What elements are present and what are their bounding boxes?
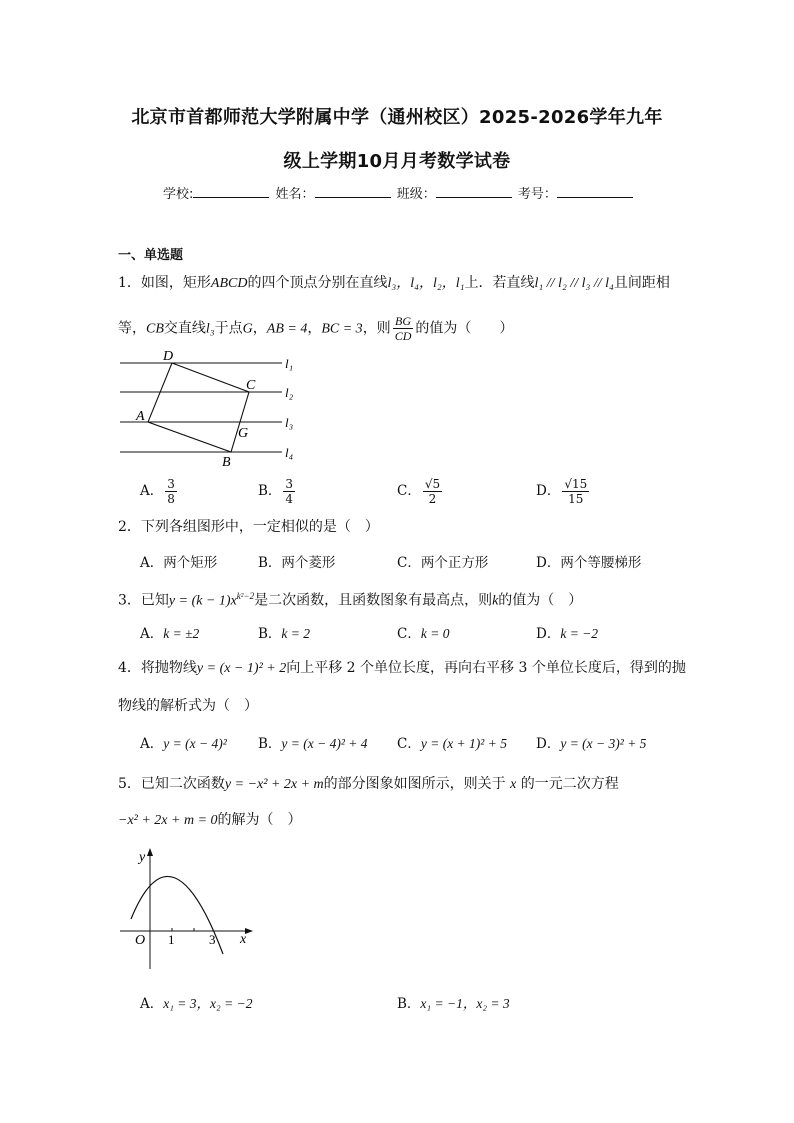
q1-text: 上．若直线	[464, 275, 535, 291]
q2-option-b[interactable]: B．两个菱形	[258, 555, 336, 571]
q1-figure	[115, 345, 315, 470]
q4-option-b[interactable]: B．y = (x − 4)² + 4	[258, 736, 368, 752]
exam-number-label: 考号：	[517, 187, 557, 202]
rectangle-abcd	[148, 363, 249, 452]
q5-line-1: 5．已知二次函数y = −x² + 2x + m的部分图象如图所示，则关于 x 的一元二次方程	[118, 776, 619, 792]
q4-formula: y = (x − 1)² + 2	[196, 661, 287, 676]
school-blank[interactable]	[193, 185, 269, 198]
exam-number-blank[interactable]	[557, 185, 633, 198]
q3-stem: 3．已知$y = (k - 1)x^{k^2-2}$是二次函数，且函数图象有最高点，则k的值为（ ）	[118, 591, 583, 609]
name-label: 姓名：	[275, 187, 315, 202]
q5-option-a[interactable]: A．x₁ = 3，x₂ = −2	[140, 996, 253, 1012]
q2-option-d[interactable]: D．两个等腰梯形	[536, 555, 642, 571]
q1-option-d[interactable]: D． $\frac{√15}{15}$	[536, 477, 588, 506]
q1-text: 且间距相	[613, 275, 670, 291]
q3-option-c[interactable]: C．k = 0	[397, 626, 450, 642]
q3-exponent: k²−2	[236, 591, 255, 601]
label-l3: l₃	[285, 415, 294, 430]
q1-line-l3: l₃	[205, 321, 215, 337]
q5-formula: y = −x² + 2x + m	[224, 777, 324, 792]
q1-seg-cb: CB	[146, 321, 164, 337]
q1-option-c[interactable]: C． $\frac{√5}{2}$	[397, 477, 441, 506]
q1-text: ，则	[362, 320, 391, 337]
class-label: 班级：	[396, 187, 436, 202]
q1-text: 等，	[118, 320, 146, 337]
q1-line-2: 等，CB交直线l₃于点G，AB = 4，BC = 3，则 $\frac{BG}{CD}$ 的值为（ ）	[118, 314, 514, 343]
title-line-1: 北京市首都师范大学附属中学（通州校区）2025-2026学年九年	[131, 107, 663, 128]
label-d: D	[163, 349, 174, 364]
q1-point-g: G	[242, 321, 253, 337]
label-g: G	[238, 426, 249, 441]
q2-option-c[interactable]: C．两个正方形	[397, 555, 489, 571]
class-blank[interactable]	[436, 185, 512, 198]
q5-graph	[115, 842, 265, 972]
y-axis-arrow-icon	[147, 848, 153, 856]
title-line-2: 级上学期10月月考数学试卷	[283, 151, 511, 172]
school-label: 学校:	[163, 187, 194, 202]
tick-label-1: 1	[168, 932, 175, 947]
q1-option-b[interactable]: B． $\frac{3}{4}$	[258, 477, 294, 506]
q1-option-a[interactable]: A． $\frac{3}{8}$	[140, 477, 175, 506]
q3-option-d[interactable]: D．k = −2	[536, 626, 599, 642]
q2-option-a[interactable]: A．两个矩形	[140, 555, 218, 571]
q5-option-b[interactable]: B．x₁ = −1，x₂ = 3	[397, 996, 510, 1012]
section-heading: 一、单选题	[118, 248, 184, 263]
q1-text: 的值为（ ）	[415, 320, 514, 337]
q4-option-a[interactable]: A．y = (x − 4)²	[140, 736, 227, 752]
q1-number: 1．	[118, 275, 141, 291]
q5-line-2: −x² + 2x + m = 0的解为（ ）	[118, 812, 302, 828]
label-c: C	[246, 378, 256, 393]
q1-bc: BC = 3	[321, 321, 363, 337]
tick-label-3: 3	[209, 932, 216, 947]
q4-line-2: 物线的解析式为（ ）	[118, 698, 258, 714]
y-label: y	[139, 850, 146, 865]
q3-option-b[interactable]: B．k = 2	[258, 626, 311, 642]
q4-option-c[interactable]: C．y = (x + 1)² + 5	[397, 736, 507, 752]
student-info-row	[163, 183, 635, 202]
q2-stem: 2．下列各组图形中，一定相似的是（ ）	[118, 519, 379, 535]
q1-ab: AB = 4	[266, 321, 308, 337]
origin-label: O	[135, 933, 146, 948]
q1-text: 于点	[214, 320, 243, 337]
label-l1: l₁	[285, 356, 294, 371]
q1-text: 的四个顶点分别在直线	[247, 275, 388, 291]
label-l2: l₂	[285, 385, 294, 400]
q1-text: 如图，矩形	[140, 275, 211, 291]
q1-text: 交直线	[163, 320, 206, 337]
label-b: B	[222, 455, 231, 470]
q5-equation: −x² + 2x + m = 0	[118, 813, 218, 828]
name-blank[interactable]	[315, 185, 391, 198]
q3-option-a[interactable]: A．k = ±2	[140, 626, 200, 642]
label-a: A	[136, 409, 145, 424]
q1-rect-name: ABCD	[210, 276, 248, 291]
x-label: x	[240, 932, 247, 947]
q3-formula: y = (k − 1)x	[168, 593, 237, 609]
q1-lines: l₃，l₄，l₂，l₁	[387, 276, 465, 291]
q1-fraction: $\frac{BG}{CD}$	[394, 314, 412, 343]
label-l4: l₄	[285, 445, 294, 460]
q4-line-1: 4．将抛物线y = (x − 1)² + 2向上平移 2 个单位长度，再向右平移 3 个单位长度后，得到的抛	[118, 660, 686, 676]
q1-line-1	[118, 273, 670, 294]
q4-option-d[interactable]: D．y = (x − 3)² + 5	[536, 736, 647, 752]
q1-parallel: l₁ // l₂ // l₃ // l₄	[534, 276, 614, 291]
